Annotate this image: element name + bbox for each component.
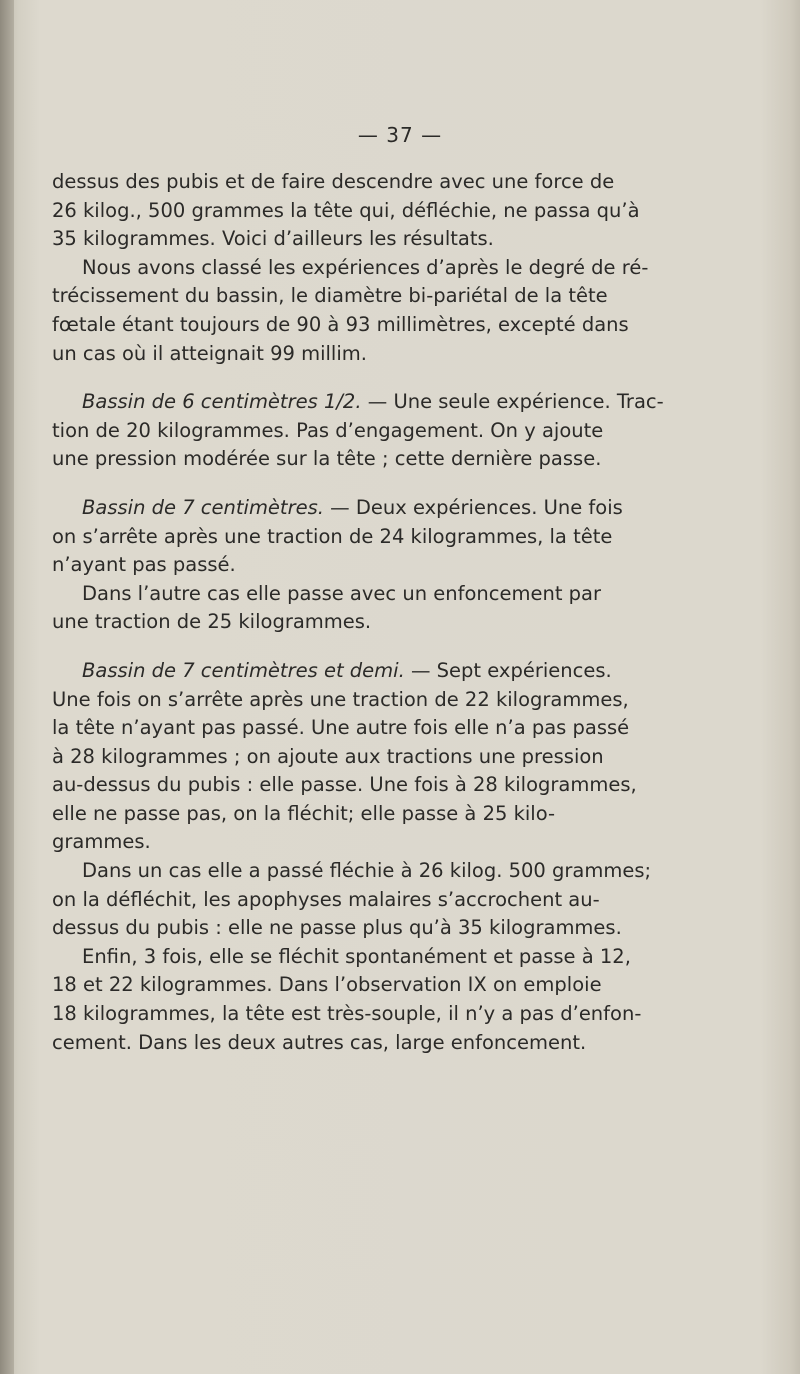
section-heading: Bassin de 6 centimètres 1/2. [82,390,362,414]
body-text [52,168,752,1057]
paragraph-4 [52,494,752,580]
paragraph-2 [52,254,752,368]
paragraph-5 [52,580,752,637]
text-line: dessus du pubis : elle ne passe plus qu’à 35 kilogrammes. [52,916,622,940]
text-line: 18 kilogrammes, la tête est très-souple, il n’y a pas d’enfon- [52,1002,642,1026]
text-line: une traction de 25 kilogrammes. [52,610,372,634]
text-line [52,388,752,417]
text-line: à 28 kilogrammes ; on ajoute aux tractions une pression [52,744,604,768]
text-line: Enfin, 3 fois, elle se fléchit spontanément et passe à 12, [82,944,631,968]
text-run: — Sept expériences. [404,658,612,682]
text-line: Nous avons classé les expériences d’après le degré de ré- [82,255,649,279]
text-line: Dans un cas elle a passé fléchie à 26 kilog. 500 grammes; [82,859,652,883]
text-line: tion de 20 kilogrammes. Pas d’engagement. On y ajoute [52,418,604,442]
page-number: — 37 — [357,123,443,147]
paragraph-8 [52,943,752,1057]
text-line: n’ayant pas passé. [52,553,236,577]
text-line: cement. Dans les deux autres cas, large enfoncement. [52,1030,587,1054]
text-line: au-dessus du pubis : elle passe. Une fois à 28 kilogrammes, [52,773,637,797]
text-run: — Deux expériences. Une fois [323,495,623,519]
text-line: une pression modérée sur la tête ; cette dernière passe. [52,447,602,471]
section-heading: Bassin de 7 centimètres et demi. [82,658,405,682]
text-line: un cas où il atteignait 99 millim. [52,341,367,365]
text-line: Une fois on s’arrête après une traction de 22 kilogrammes, [52,687,629,711]
text-line: elle ne passe pas, on la fléchit; elle passe à 25 kilo- [52,801,556,825]
text-line: on s’arrête après une traction de 24 kilogrammes, la tête [52,524,613,548]
paragraph-1 [52,168,752,254]
section-heading: Bassin de 7 centimètres. [82,495,324,519]
text-line: Dans l’autre cas elle passe avec un enfoncement par [82,581,602,605]
text-line [52,657,752,686]
text-line [52,494,752,523]
paragraph-7 [52,857,752,943]
text-line: trécissement du bassin, le diamètre bi-pariétal de la tête [52,284,608,308]
text-line: 26 kilog., 500 grammes la tête qui, défléchie, ne passa qu’à [52,198,640,222]
binding-gutter [0,0,14,1374]
text-line: la tête n’ayant pas passé. Une autre fois elle n’a pas passé [52,716,630,740]
text-run: — Une seule expérience. Trac- [361,390,664,414]
text-line: 18 et 22 kilogrammes. Dans l’observation IX on emploie [52,973,602,997]
text-line: grammes. [52,830,151,854]
paragraph-6 [52,657,752,857]
text-line: on la défléchit, les apophyses malaires s’accrochent au- [52,887,600,911]
text-line: fœtale étant toujours de 90 à 93 millimètres, excepté dans [52,312,629,336]
text-line: dessus des pubis et de faire descendre avec une force de [52,170,615,193]
text-line: 35 kilogrammes. Voici d’ailleurs les résultats. [52,227,494,251]
paragraph-3 [52,388,752,474]
